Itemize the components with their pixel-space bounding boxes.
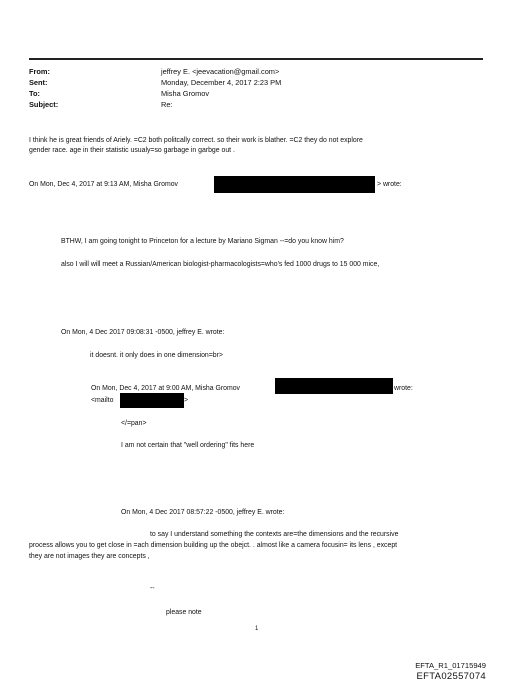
to-label: To: — [29, 89, 40, 98]
from-value: jeffrey E. <jeevacation@gmail.com> — [161, 67, 280, 76]
redaction-box — [214, 176, 375, 193]
bates-number-2: EFTA02557074 — [416, 671, 486, 682]
mailto-end: > — [184, 397, 189, 404]
quote-header-3-suffix: wrote: — [394, 385, 413, 392]
to-value: Misha Gromov — [161, 89, 210, 98]
bthw-line: BTHW, I am going tonight to Princeton for a lecture by Mariano Sigman --=do you know him? — [61, 238, 344, 245]
page-number: 1 — [255, 626, 259, 632]
quote-header-3: On Mon, Dec 4, 2017 at 9:00 AM, Misha Gromov — [91, 385, 240, 392]
header-divider — [29, 58, 483, 60]
pan-tag: </=pan> — [121, 420, 147, 427]
quote-header-1-suffix: > wrote: — [377, 181, 402, 188]
certain-line: I am not certain that "well ordering" fits here — [121, 442, 255, 449]
sent-value: Monday, December 4, 2017 2:23 PM — [161, 78, 282, 87]
understand-line-1: to say I understand something the contexts are=the dimensions and the recursive — [150, 531, 399, 538]
doesnt-line: it doesnt. it only does in one dimension=br> — [90, 352, 223, 359]
mailto-text: <mailto — [91, 397, 114, 404]
bates-number-1: EFTA_R1_01715949 — [415, 661, 486, 670]
redaction-box — [275, 378, 393, 394]
quote-header-4: On Mon, 4 Dec 2017 08:57:22 -0500, jeffrey E. wrote: — [121, 509, 285, 516]
please-note-line: please note — [166, 609, 202, 616]
quote-header-1: On Mon, Dec 4, 2017 at 9:13 AM, Misha Gromov — [29, 181, 178, 188]
understand-line-3: they are not images they are concepts , — [29, 553, 150, 560]
redaction-box — [120, 393, 184, 408]
separator-dashes: -- — [150, 585, 155, 592]
also-line: also I will will meet a Russian/American biologist-pharmacologists=who's fed 1000 drugs to 15 000 mice, — [61, 261, 380, 268]
reply-line-1: I think he is great friends of Ariely. =C2 both politcally correct. so their work is blather. =C2 they do not explore — [29, 137, 363, 144]
quote-header-2: On Mon, 4 Dec 2017 09:08:31 -0500, jeffrey E. wrote: — [61, 329, 225, 336]
understand-line-2: process allows you to get close in =ach dimension building up the obejct. . almost like a camera focusin= its lens , except — [29, 542, 398, 549]
reply-line-2: gender race. age in their statistic usualy=so garbage in garbge out . — [29, 147, 235, 154]
subject-value: Re: — [161, 100, 173, 109]
sent-label: Sent: — [29, 78, 48, 87]
subject-label: Subject: — [29, 100, 59, 109]
from-label: From: — [29, 67, 50, 76]
